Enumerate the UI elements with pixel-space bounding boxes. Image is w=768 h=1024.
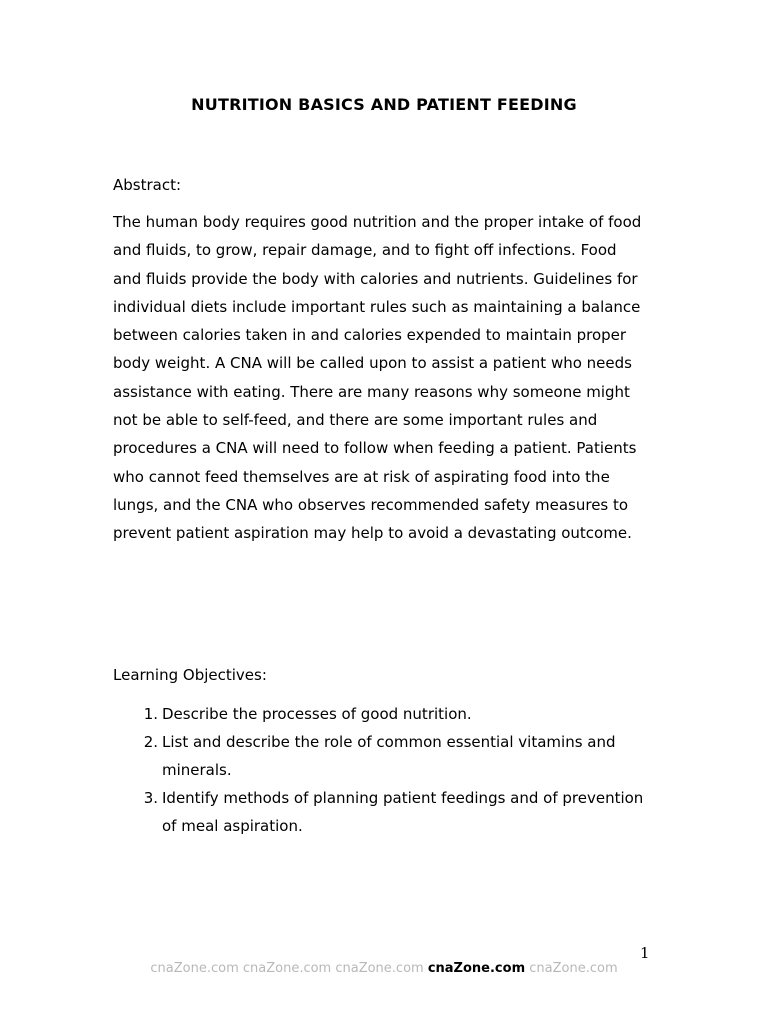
objective-item: [113, 784, 673, 840]
objective-item: [113, 728, 673, 784]
objective-item: [113, 700, 673, 728]
objective-number: 1.: [143, 705, 158, 723]
abstract-line: body weight. A CNA will be called upon to assist a patient who needs: [113, 354, 632, 373]
page-number: 1: [640, 944, 650, 962]
objective-text: of meal aspiration.: [162, 817, 303, 835]
watermark-link[interactable]: cnaZone.com: [427, 961, 526, 976]
watermark-text: cnaZone.com cnaZone.com cnaZone.com: [150, 961, 428, 976]
abstract-line: who cannot feed themselves are at risk of aspirating food into the: [113, 467, 610, 486]
objectives-list: [113, 700, 673, 840]
abstract-line: lungs, and the CNA who observes recommended safety measures to: [113, 495, 629, 514]
objective-number: 2.: [143, 733, 158, 751]
objective-number: 3.: [143, 789, 158, 807]
document-title: NUTRITION BASICS AND PATIENT FEEDING: [191, 95, 577, 114]
abstract-line: between calories taken in and calories expended to maintain proper: [113, 326, 627, 345]
abstract-line: not be able to self-feed, and there are some important rules and: [113, 411, 598, 430]
watermark-text: cnaZone.com: [525, 961, 618, 976]
abstract-line: assistance with eating. There are many reasons why someone might: [113, 382, 630, 401]
abstract-line: procedures a CNA will need to follow when feeding a patient. Patients: [113, 439, 637, 458]
abstract-label: Abstract:: [113, 176, 182, 194]
abstract-body: [113, 208, 658, 548]
abstract-line: The human body requires good nutrition and the proper intake of food: [113, 213, 642, 231]
objective-text: Identify methods of planning patient feedings and of prevention: [162, 789, 644, 807]
objective-text: List and describe the role of common essential vitamins and: [162, 733, 616, 751]
objective-text: Describe the processes of good nutrition.: [162, 705, 472, 723]
abstract-line: individual diets include important rules such as maintaining a balance: [113, 297, 641, 316]
objectives-label: Learning Objectives:: [113, 666, 267, 684]
abstract-line: prevent patient aspiration may help to avoid a devastating outcome.: [113, 524, 632, 543]
watermark-footer: [0, 961, 768, 976]
abstract-line: and fluids, to grow, repair damage, and to fight off infections. Food: [113, 241, 617, 260]
objective-text: minerals.: [162, 761, 232, 779]
abstract-line: and fluids provide the body with calories and nutrients. Guidelines for: [113, 269, 638, 288]
